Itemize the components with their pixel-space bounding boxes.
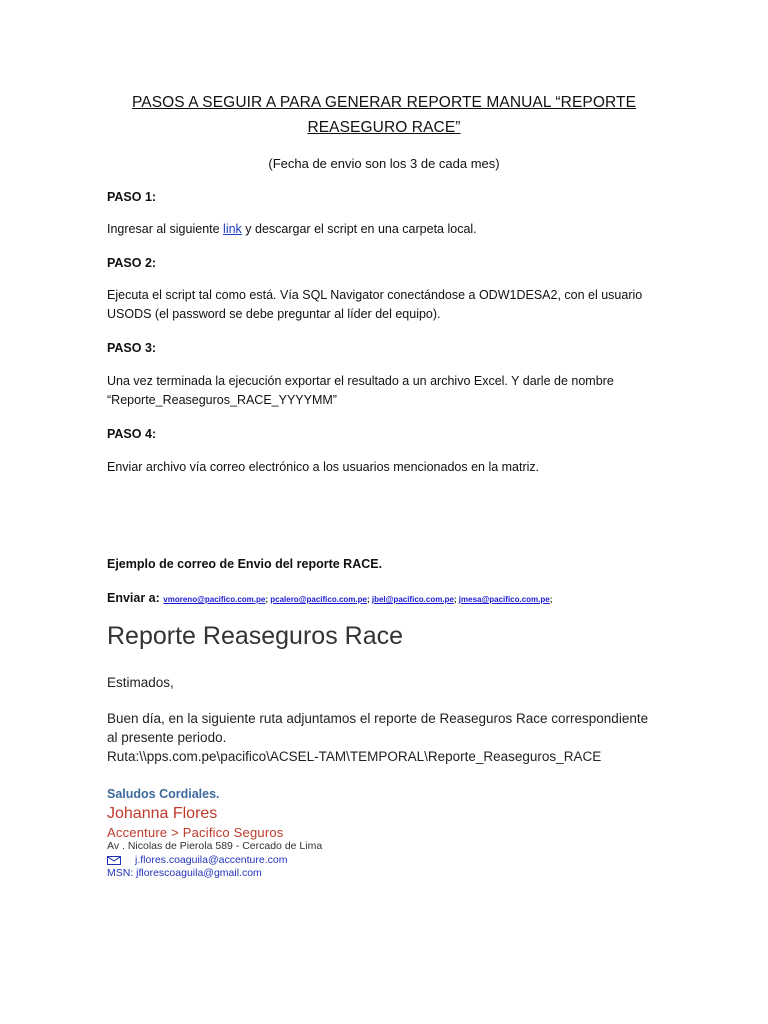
document-title-line2: REASEGURO RACE” [307, 119, 461, 136]
email-path: Ruta:\\pps.com.pe\pacifico\ACSEL-TAM\TEMPORAL\Reporte_Reaseguros_RACE [107, 749, 602, 764]
recipient-separator: ; [366, 595, 372, 604]
recipient-email[interactable]: pcalero@pacifico.com.pe [270, 595, 367, 604]
signature-email[interactable]: j.flores.coaguila@accenture.com [135, 854, 288, 866]
email-subject: Reporte Reaseguros Race [107, 622, 403, 650]
envelope-icon [107, 856, 121, 865]
recipient-email[interactable]: jbel@pacifico.com.pe [371, 595, 454, 604]
step-2-line1: Ejecuta el script tal como está. Vía SQL Navigator conectándose a ODW1DESA2, con el usuario [107, 288, 643, 302]
script-link[interactable]: link [223, 222, 242, 236]
signature-msn[interactable]: MSN: jflorescoaguila@gmail.com [107, 867, 262, 879]
recipient-email[interactable]: vmoreno@pacifico.com.pe [163, 595, 266, 604]
recipient-email[interactable]: jmesa@pacifico.com.pe [458, 595, 550, 604]
recipient-separator: ; [453, 595, 459, 604]
send-to-row [107, 591, 552, 605]
send-to-label: Enviar a: [107, 591, 160, 605]
step-3-line2: “Reporte_Reaseguros_RACE_YYYYMM” [107, 393, 337, 407]
signature-name: Johanna Flores [107, 805, 218, 822]
step-1-heading: PASO 1: [107, 190, 157, 204]
recipient-separator: ; [549, 595, 553, 604]
step-4-heading: PASO 4: [107, 427, 157, 441]
step-3-line1: Una vez terminada la ejecución exportar el resultado a un archivo Excel. Y darle de nombre [107, 374, 614, 388]
document-title-line1: PASOS A SEGUIR A PARA GENERAR REPORTE MANUAL “REPORTE [131, 94, 637, 111]
signature-closing: Saludos Cordiales. [107, 787, 220, 801]
email-greeting: Estimados, [107, 675, 174, 690]
signature-email-row [107, 854, 287, 866]
recipient-separator: ; [265, 595, 271, 604]
email-body-line1: Buen día, en la siguiente ruta adjuntamos el reporte de Reaseguros Race correspondiente [107, 711, 649, 726]
signature-company: Accenture > Pacifico Seguros [107, 825, 284, 840]
signature-address: Av . Nicolas de Pierola 589 - Cercado de Lima [107, 840, 323, 852]
step-2-heading: PASO 2: [107, 256, 157, 270]
step-4-line1: Enviar archivo vía correo electrónico a los usuarios mencionados en la matriz. [107, 460, 540, 474]
recipients-list [163, 595, 552, 604]
step-1-text-before-link: Ingresar al siguiente [107, 222, 224, 236]
step-2-line2: USODS (el password se debe preguntar al líder del equipo). [107, 307, 441, 321]
step-1-text-after-link: y descargar el script en una carpeta local. [241, 222, 477, 236]
step-3-heading: PASO 3: [107, 341, 157, 355]
example-heading: Ejemplo de correo de Envio del reporte RACE. [107, 557, 383, 571]
document-subtitle: (Fecha de envio son los 3 de cada mes) [268, 156, 500, 171]
step-1-text [107, 222, 477, 236]
email-body-line2: al presente periodo. [107, 730, 227, 745]
